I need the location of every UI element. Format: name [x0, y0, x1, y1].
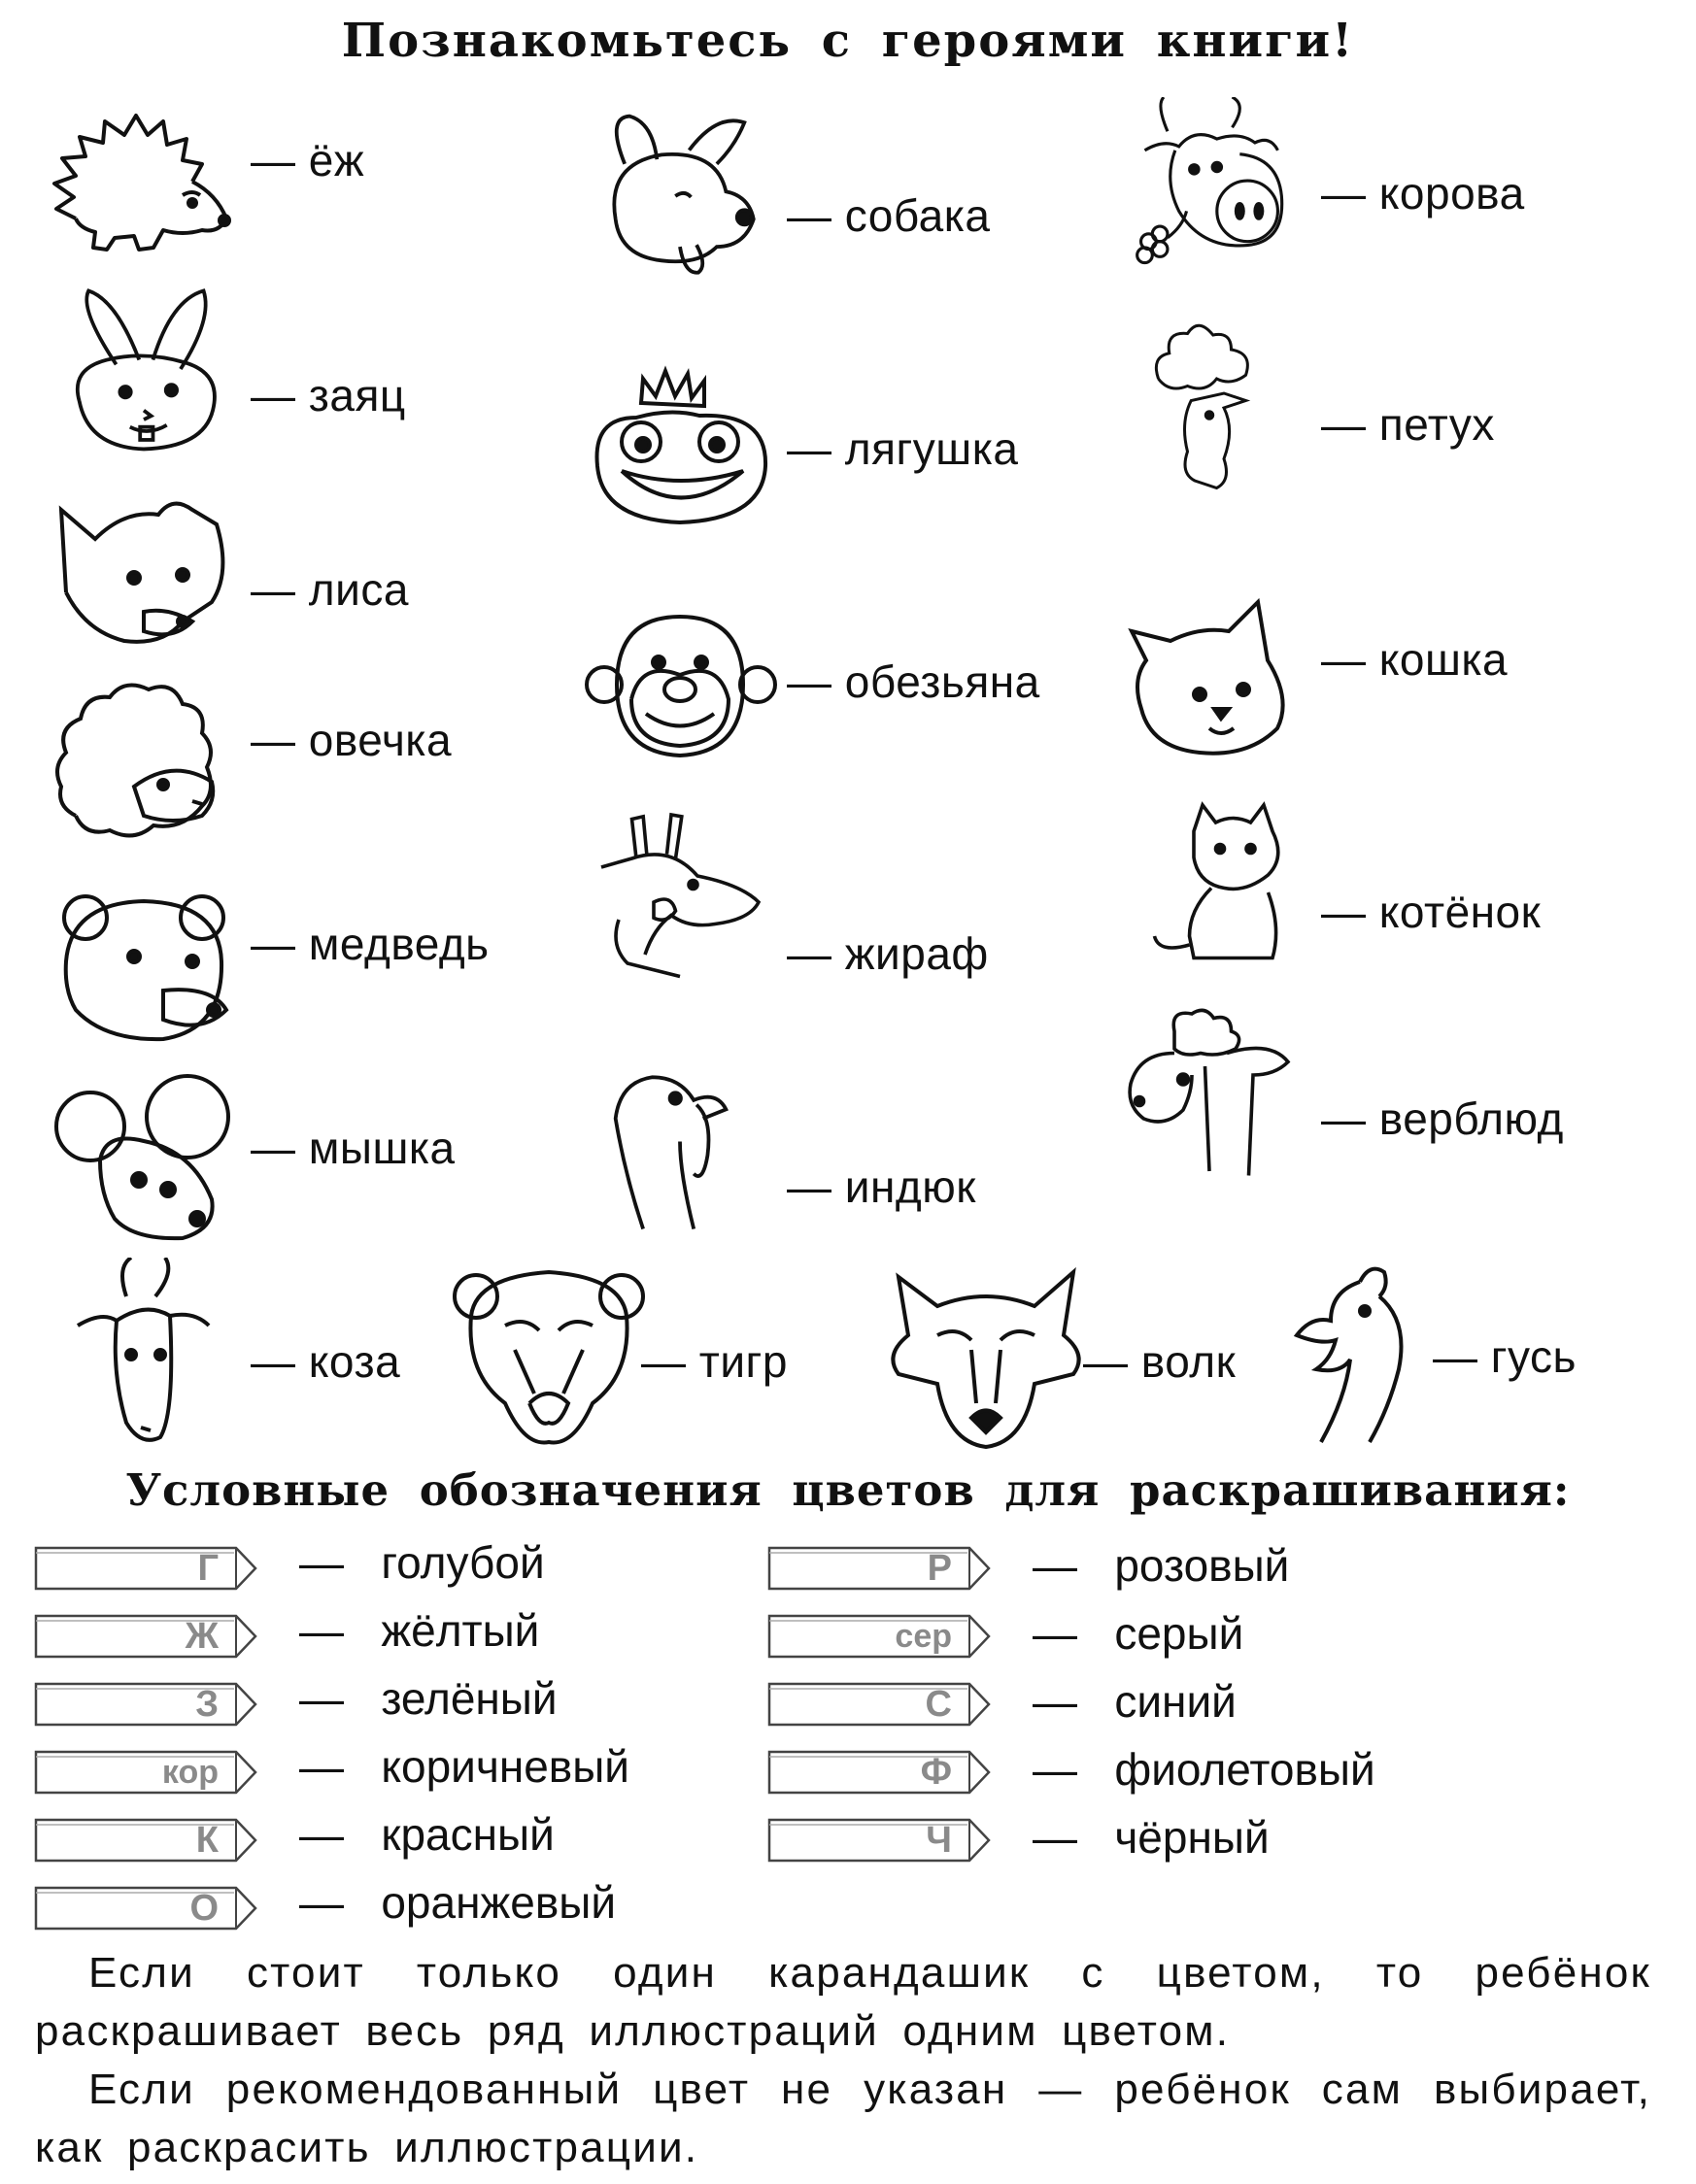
animal-label-tiger: — тигр [641, 1336, 788, 1387]
kitten-illustration [1132, 796, 1326, 971]
animal-label-monkey: — обезьяна [787, 656, 1040, 707]
pencil-code: Ч [926, 1820, 952, 1861]
pencil-key [767, 1682, 991, 1727]
animal-label-kitten: — котёнок [1321, 887, 1542, 937]
pencil-key [34, 1750, 257, 1795]
pencil-key [767, 1750, 991, 1795]
animal-label-turkey: — индюк [787, 1161, 976, 1212]
color-name: — коричневый [299, 1741, 629, 1792]
pencil-key [767, 1614, 991, 1659]
color-name: — серый [1033, 1608, 1244, 1659]
cow-illustration [1112, 97, 1306, 272]
mouse-illustration [47, 1073, 241, 1248]
sheep-illustration [47, 670, 241, 845]
pencil-key [34, 1614, 257, 1659]
color-name: — синий [1033, 1676, 1237, 1727]
fox-illustration [47, 486, 241, 660]
color-name: — жёлтый [299, 1605, 540, 1656]
goat-illustration [58, 1258, 223, 1452]
turkey-illustration [583, 1063, 777, 1238]
instruction-paragraph: Если рекомендованный цвет не указан — ребёнок сам выбирает, как раскрасить иллюстрации. [35, 2066, 1651, 2171]
animal-label-camel: — верблюд [1321, 1093, 1564, 1144]
animal-label-hare: — заяц [251, 370, 406, 420]
color-name: — красный [299, 1809, 555, 1860]
pencil-key [34, 1682, 257, 1727]
pencil-code: Ф [920, 1752, 952, 1793]
cat-illustration [1112, 583, 1306, 757]
tiger-illustration [447, 1258, 651, 1452]
monkey-illustration [583, 592, 777, 767]
pencil-key [34, 1886, 257, 1931]
animal-label-goose: — гусь [1433, 1331, 1577, 1382]
color-name: — голубой [299, 1537, 545, 1588]
wolf-illustration [879, 1258, 1093, 1452]
goose-illustration [1292, 1262, 1438, 1447]
rooster-illustration [1112, 320, 1306, 495]
hedgehog-illustration [47, 102, 241, 277]
giraffe-illustration [583, 806, 777, 981]
animal-label-fox: — лиса [251, 564, 409, 615]
animal-label-goat: — коза [251, 1336, 401, 1387]
pencil-key [767, 1546, 991, 1591]
pencil-code: З [195, 1684, 219, 1725]
bear-illustration [47, 874, 241, 1049]
legend-title: Условные обозначения цветов для раскрашивания: [125, 1464, 1571, 1516]
color-name: — оранжевый [299, 1877, 617, 1928]
pencil-code: Р [927, 1548, 952, 1589]
animal-label-rooster: — петух [1321, 399, 1495, 450]
instruction-paragraph: Если стоит только один карандашик с цветом, то ребёнок раскрашивает весь ряд иллюстраций одним цветом. [35, 1949, 1651, 2055]
animal-label-bear: — медведь [251, 919, 490, 969]
color-name: — зелёный [299, 1673, 558, 1724]
pencil-key [34, 1546, 257, 1591]
pencil-code: Ж [185, 1616, 219, 1657]
page-title: Познакомьтесь с героями книги! [341, 14, 1355, 68]
pencil-code: К [195, 1820, 219, 1861]
color-name: — чёрный [1033, 1812, 1270, 1863]
animal-label-giraffe: — жираф [787, 928, 989, 979]
dog-illustration [583, 109, 777, 284]
pencil-code: С [925, 1684, 952, 1725]
hare-illustration [47, 282, 241, 456]
animal-label-cat: — кошка [1321, 634, 1509, 685]
animal-label-dog: — собака [787, 190, 991, 241]
pencil-code: О [189, 1888, 219, 1929]
pencil-key [767, 1818, 991, 1863]
animal-label-wolf: — волк [1083, 1336, 1237, 1387]
pencil-code: Г [197, 1548, 219, 1589]
color-name: — фиолетовый [1033, 1744, 1375, 1795]
animal-label-frog: — лягушка [787, 423, 1019, 474]
pencil-key [34, 1818, 257, 1863]
frog-illustration [583, 359, 777, 534]
animal-label-cow: — корова [1321, 168, 1525, 218]
camel-illustration [1112, 1005, 1306, 1180]
animal-label-mouse: — мышка [251, 1123, 456, 1173]
pencil-code: сер [895, 1618, 952, 1655]
pencil-code: кор [161, 1754, 219, 1791]
animal-label-sheep: — овечка [251, 715, 453, 765]
color-name: — розовый [1033, 1540, 1290, 1591]
animal-label-hedgehog: — ёж [251, 135, 365, 185]
